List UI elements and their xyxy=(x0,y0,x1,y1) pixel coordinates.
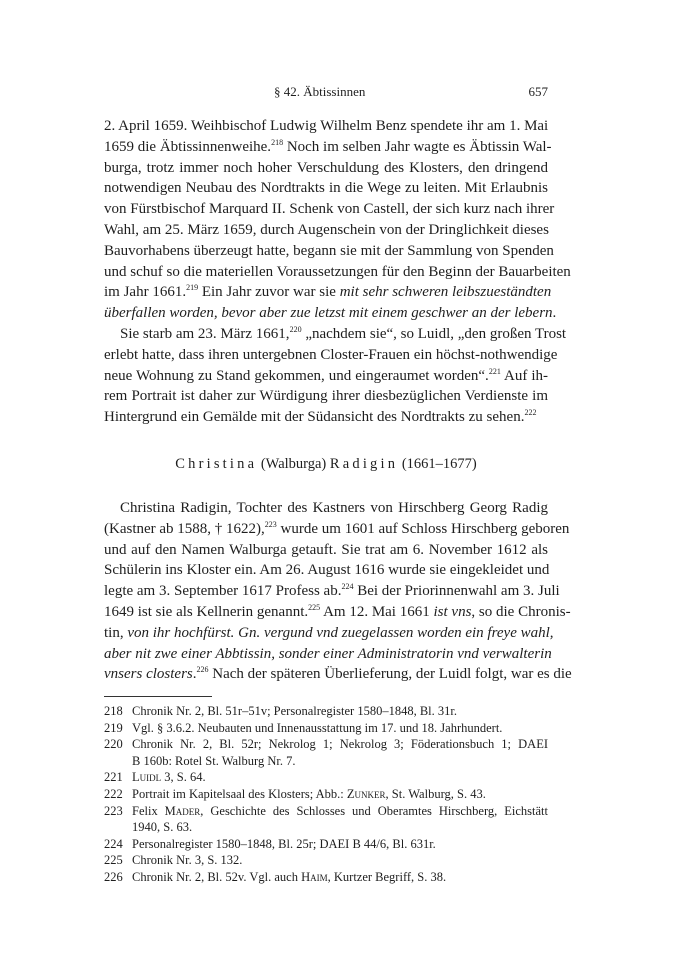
text-line xyxy=(104,664,572,685)
footnote xyxy=(104,703,548,720)
footnote-text xyxy=(132,736,548,769)
text-line xyxy=(104,602,571,623)
text-run: rem Portrait ist daher zur Würdigung ihrer diesbezüglichen Verdienste im xyxy=(104,388,548,405)
footnote xyxy=(104,736,548,769)
footnote xyxy=(104,836,548,853)
heading-surname: Radigin xyxy=(329,456,399,472)
text-run: tin, xyxy=(104,624,128,641)
heading-years: (1661–1677) xyxy=(401,456,477,472)
footnotes xyxy=(104,703,548,886)
footnote-number: 219 xyxy=(104,720,123,735)
footnote-reference: 221 xyxy=(488,366,501,376)
footnote-line xyxy=(132,703,548,720)
author-name: Zunker xyxy=(346,786,386,801)
text-run: , Geschichte des Schlosses und Oberamtes Hirschberg, Eichstätt xyxy=(200,803,548,818)
footnote-line xyxy=(132,786,548,803)
text-run: Felix xyxy=(132,803,165,818)
footnote-reference: 219 xyxy=(186,283,199,293)
text-line xyxy=(104,116,548,137)
text-line xyxy=(104,623,554,644)
text-run: von Fürstbischof Marquard II. Schenk von Castell, der sich kurz nach ihrer xyxy=(104,201,555,218)
author-name: Haim xyxy=(301,869,328,884)
italic-quotation: mit sehr schweren leibszueständten xyxy=(339,284,552,301)
text-run: und schuf so die materiellen Voraussetzungen für den Beginn der Bauarbeiten xyxy=(104,263,571,280)
footnote-line xyxy=(132,736,548,753)
text-line xyxy=(104,137,552,158)
text-run: (Kastner ab 1588, † 1622), xyxy=(104,520,265,537)
heading-name: Christina xyxy=(175,456,258,472)
text-line xyxy=(104,324,567,345)
footnote xyxy=(104,803,548,836)
footnote-line xyxy=(132,869,548,886)
text-run: wurde um 1601 auf Schloss Hirschberg geboren xyxy=(276,520,570,537)
text-run: Christina Radigin, Tochter des Kastners von Hirschberg Georg Radig xyxy=(120,500,548,516)
text-line xyxy=(104,220,548,241)
main-text-lower xyxy=(104,498,572,685)
footnote-reference: 220 xyxy=(289,324,302,334)
text-run: erlebt hatte, dass ihren untergebnen Closter-Frauen ein höchst-nothwendige xyxy=(104,346,558,363)
text-run: Chronik Nr. 2, Bl. 52r; Nekrolog 1; Nekrolog 3; Föderationsbuch 1; DAEI xyxy=(132,737,548,752)
text-run: notwendigen Neubau des Nordtrakts in die Wege zu leiten. Mit Erlaubnis xyxy=(104,180,548,197)
text-line xyxy=(104,303,557,324)
paragraph-1 xyxy=(104,116,571,324)
paragraph-2 xyxy=(104,324,567,428)
section-heading xyxy=(104,456,548,473)
italic-quotation: vnsers closters xyxy=(104,666,193,683)
italic-quotation: ist vns xyxy=(433,603,472,620)
text-line xyxy=(104,199,555,220)
footnote-number: 225 xyxy=(104,853,123,868)
footnote xyxy=(104,769,548,786)
italic-quotation: von ihr hochfürst. Gn. vergund vnd zuegelassen worden ein freye wahl, xyxy=(127,624,554,641)
text-run: und auf den Namen Walburga getauft. Sie trat am 6. November 1612 als xyxy=(104,541,548,558)
text-line xyxy=(104,560,548,581)
footnote-reference: 224 xyxy=(341,582,354,592)
text-run: Hintergrund ein Gemälde mit der Südansicht des Nordtrakts zu sehen. xyxy=(104,409,525,426)
author-name: Luidl xyxy=(132,770,162,785)
footnote-number: 224 xyxy=(104,836,123,851)
footnote xyxy=(104,869,548,886)
text-run: Chronik Nr. 2, Bl. 51r–51v; Personalregister 1580–1848, Bl. 31r. xyxy=(132,704,457,718)
text-run: 1659 die Äbtissinnenweihe. xyxy=(104,138,272,155)
text-line xyxy=(104,366,548,387)
text-run: Auf ih- xyxy=(500,367,548,384)
footnote-reference: 223 xyxy=(264,519,277,529)
italic-quotation: überfallen worden, bevor aber zue letzst mit einem geschwer an der lebern xyxy=(104,305,553,322)
text-run: , Kurtzer Begriff, S. 38. xyxy=(327,869,447,884)
footnote-line xyxy=(132,836,548,853)
footnote-text xyxy=(132,836,548,853)
text-run: 1649 ist sie als Kellnerin genannt. xyxy=(104,603,309,620)
heading-alias: (Walburga) xyxy=(260,456,327,472)
text-run: Vgl. § 3.6.2. Neubauten und Innenausstattung im 17. und 18. Jahrhundert. xyxy=(132,720,503,735)
text-run: 3, S. 64. xyxy=(161,770,206,785)
text-run: „nachdem sie“, so Luidl, „den großen Trost xyxy=(301,325,567,342)
text-run: . xyxy=(552,305,557,322)
text-line xyxy=(104,386,548,407)
footnote-reference: 226 xyxy=(196,665,209,675)
text-run: Bei der Priorinnenwahl am 3. Juli xyxy=(353,583,560,600)
footnote-line xyxy=(132,819,548,836)
text-run: Chronik Nr. 3, S. 132. xyxy=(132,853,243,868)
text-line xyxy=(104,498,548,519)
footnote-text xyxy=(132,703,548,720)
text-run: burga, trotz immer noch hoher Verschuldung des Klosters, den dringend xyxy=(104,159,548,176)
section-title: § 42. Äbtissinnen xyxy=(274,84,366,99)
text-run: . xyxy=(192,666,197,683)
paragraph-3 xyxy=(104,498,572,685)
italic-quotation: aber nit zwe einer Abbtissin, sonder einer Administratorin vnd verwalterin xyxy=(104,645,552,662)
text-run: Nach der späteren Überlieferung, der Luidl folgt, war es die xyxy=(208,666,572,683)
footnote-line xyxy=(132,852,548,869)
text-line xyxy=(104,581,560,602)
footnote-text xyxy=(132,852,548,869)
footnote-number: 223 xyxy=(104,803,123,818)
text-run: Bauvorhabens überzeugt hatte, begann sie mit der Sammlung von Spenden xyxy=(104,242,554,259)
text-run: im Jahr 1661. xyxy=(104,284,187,301)
text-run: 1940, S. 63. xyxy=(132,820,193,835)
footnote-number: 222 xyxy=(104,786,123,801)
text-line xyxy=(104,407,548,428)
text-line xyxy=(104,519,570,540)
text-run: Sie starb am 23. März 1661, xyxy=(120,325,290,342)
footnote-reference: 222 xyxy=(524,408,537,418)
text-run: Ein Jahr zuvor war sie xyxy=(198,284,340,301)
text-line xyxy=(104,644,552,665)
text-line xyxy=(104,158,548,179)
text-line xyxy=(104,241,554,262)
running-header xyxy=(104,84,548,104)
text-run: Chronik Nr. 2, Bl. 52v. Vgl. auch xyxy=(132,869,302,884)
text-run: Wahl, am 25. März 1659, durch Augenschein von der Dringlichkeit dieses xyxy=(104,221,549,238)
footnote-number: 218 xyxy=(104,704,123,718)
footnote xyxy=(104,786,548,803)
footnote-text xyxy=(132,769,548,786)
footnote-text xyxy=(132,803,548,836)
text-run: Personalregister 1580–1848, Bl. 25r; DAEI B 44/6, Bl. 631r. xyxy=(132,836,436,851)
text-run: , St. Walburg, S. 43. xyxy=(385,786,486,801)
text-run: , so die Chronis- xyxy=(471,603,571,620)
footnote-number: 221 xyxy=(104,770,123,785)
author-name: Mader xyxy=(164,803,201,818)
footnote-text xyxy=(132,786,548,803)
text-line xyxy=(104,540,548,561)
text-run: 2. April 1659. Weihbischof Ludwig Wilhelm Benz spendete ihr am 1. Mai xyxy=(104,118,549,134)
text-line xyxy=(104,262,571,283)
footnote xyxy=(104,852,548,869)
text-run: Schülerin ins Kloster ein. Am 26. August 1616 wurde sie eingekleidet und xyxy=(104,562,550,579)
text-line xyxy=(104,282,552,303)
footnote xyxy=(104,720,548,737)
footnote-line xyxy=(132,720,548,737)
page-number: 657 xyxy=(528,84,548,99)
footnote-text xyxy=(132,720,548,737)
text-line xyxy=(104,345,558,366)
footnote-text xyxy=(132,869,548,886)
footnote-reference: 218 xyxy=(271,137,284,147)
text-run: Noch im selben Jahr wagte es Äbtissin Wal- xyxy=(283,138,552,155)
text-run: legte am 3. September 1617 Profess ab. xyxy=(104,583,342,600)
text-run: Portrait im Kapitelsaal des Klosters; Abb.: xyxy=(132,786,347,801)
footnote-number: 226 xyxy=(104,869,123,884)
footnote-number: 220 xyxy=(104,737,123,752)
footnote-reference: 225 xyxy=(308,602,321,612)
text-run: B 160b: Rotel St. Walburg Nr. 7. xyxy=(132,753,296,768)
text-run: Am 12. Mai 1661 xyxy=(320,603,434,620)
footnote-line xyxy=(132,753,548,770)
footnote-line xyxy=(132,803,548,820)
footnote-separator xyxy=(104,696,212,697)
text-line xyxy=(104,178,548,199)
main-text-upper xyxy=(104,116,571,428)
text-run: neue Wohnung zu Stand gekommen, und eingeraumet worden“. xyxy=(104,367,489,384)
footnote-line xyxy=(132,769,548,786)
